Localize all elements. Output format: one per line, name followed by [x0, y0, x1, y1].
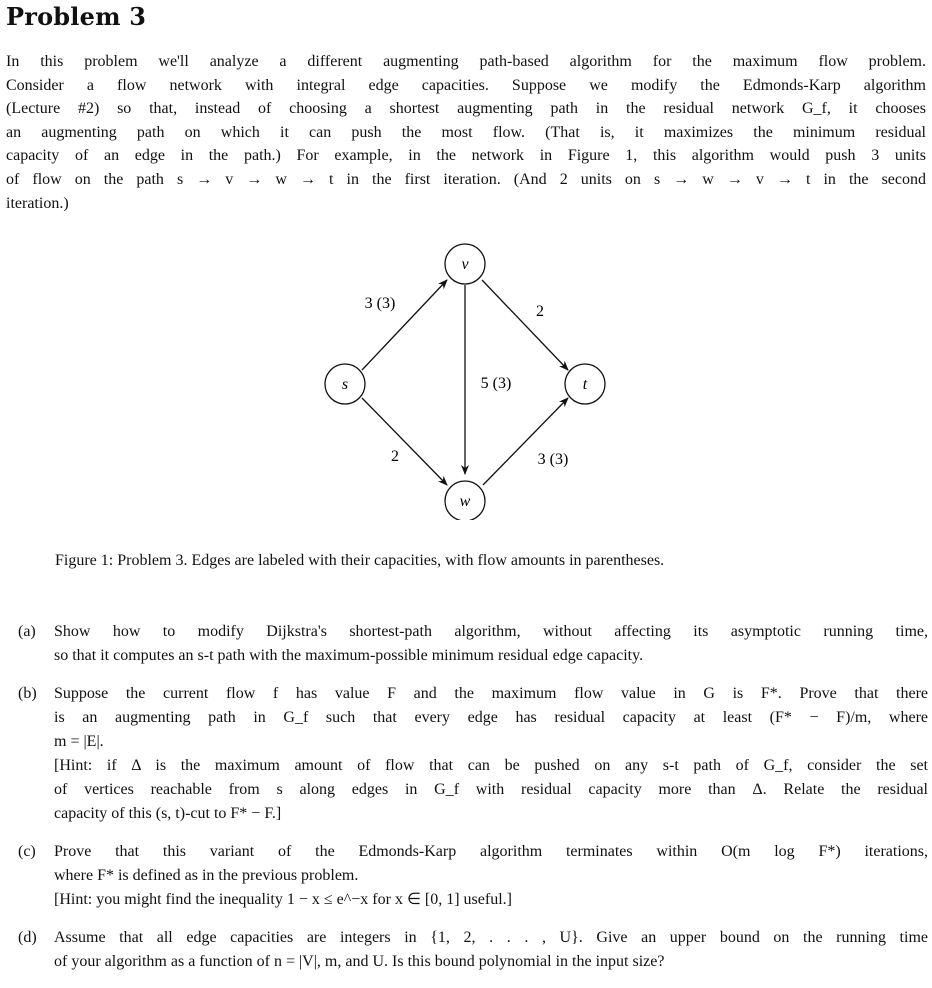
intro-line: In this problem we'll analyze a different augmenting path-based algorithm for the maximum flow problem.: [6, 53, 926, 70]
intro-line: capacity of an edge in the path.) For example, in the network in Figure 1, this algorithm would push 3 units: [6, 147, 926, 165]
intro-line: (Lecture #2) so that, instead of choosing a shortest augmenting path in the residual network G_f, it chooses: [6, 100, 926, 118]
hint-line: of vertices reachable from s along edges in G_f with residual capacity more than Δ. Relate the residual: [54, 781, 928, 798]
part-line: is an augmenting path in G_f such that every edge has residual capacity at least (F* − F)/m, where: [54, 709, 928, 726]
edge-label-v-t: 2: [536, 303, 544, 320]
node-w: [445, 481, 485, 520]
intro-line: an augmenting path on which it can push the most flow. (That is, it maximizes the minimum residual: [6, 123, 926, 141]
node-v-label: v: [461, 256, 469, 273]
edge-s-v: [362, 280, 447, 370]
part-a: [18, 620, 928, 668]
part-label: (a): [18, 623, 36, 640]
part-line: where F* is defined as in the previous problem.: [54, 867, 359, 884]
intro-line: Consider a flow network with integral edge capacities. Suppose we modify the Edmonds-Karp algorithm: [6, 76, 926, 94]
part-line: m = |E|.: [54, 733, 104, 750]
edge-v-t: [482, 280, 568, 370]
edge-label-w-t: 3 (3): [537, 451, 569, 468]
part-label: (c): [18, 843, 36, 860]
flow-network-figure: [0, 230, 932, 520]
node-w-label: w: [459, 493, 471, 510]
part-line: Suppose the current flow f has value F and the maximum flow value in G is F*. Prove that there: [54, 685, 928, 702]
node-t-label: t: [582, 376, 588, 393]
part-line: Prove that this variant of the Edmonds-Karp algorithm terminates within O(m log F*) iterations,: [54, 843, 928, 860]
problem-parts: [18, 620, 928, 988]
problem-title: Problem 3: [6, 2, 147, 31]
part-line: Show how to modify Dijkstra's shortest-path algorithm, without affecting its asymptotic running time,: [54, 623, 928, 640]
part-line: so that it computes an s-t path with the maximum-possible minimum residual edge capacity.: [54, 647, 644, 664]
edge-s-w: [362, 398, 447, 485]
intro-paragraph: [6, 50, 926, 215]
figure-caption: Figure 1: Problem 3. Edges are labeled with their capacities, with flow amounts in parentheses.: [55, 552, 665, 569]
intro-line: of flow on the path s → v → w → t in the first iteration. (And 2 units on s → w → v → t in the second: [6, 170, 926, 188]
node-s: [325, 364, 365, 404]
hint-line: [Hint: you might find the inequality 1 − x ≤ e^−x for x ∈ [0, 1] useful.]: [54, 891, 512, 908]
edge-label-v-w: 5 (3): [480, 375, 512, 392]
node-t: [565, 364, 605, 404]
intro-line: iteration.): [6, 194, 69, 212]
edge-label-s-w: 2: [391, 448, 399, 465]
part-label: (d): [18, 929, 37, 946]
part-label: (b): [18, 685, 37, 702]
part-d: [18, 926, 928, 974]
flow-network-diagram: [0, 230, 932, 520]
hint-line: [Hint: if Δ is the maximum amount of flow that can be pushed on any s-t path of G_f, consider the set: [54, 757, 928, 774]
part-b: [18, 682, 928, 826]
node-s-label: s: [341, 376, 349, 393]
part-line: of your algorithm as a function of n = |V|, m, and U. Is this bound polynomial in the input size?: [54, 953, 665, 970]
edge-label-s-v: 3 (3): [364, 295, 396, 312]
node-v: [445, 244, 485, 284]
edge-w-t: [483, 398, 568, 485]
part-c: [18, 840, 928, 912]
part-line: Assume that all edge capacities are integers in {1, 2, . . . , U}. Give an upper bound on the running time: [54, 929, 928, 946]
hint-line: capacity of this (s, t)-cut to F* − F.]: [54, 805, 282, 822]
